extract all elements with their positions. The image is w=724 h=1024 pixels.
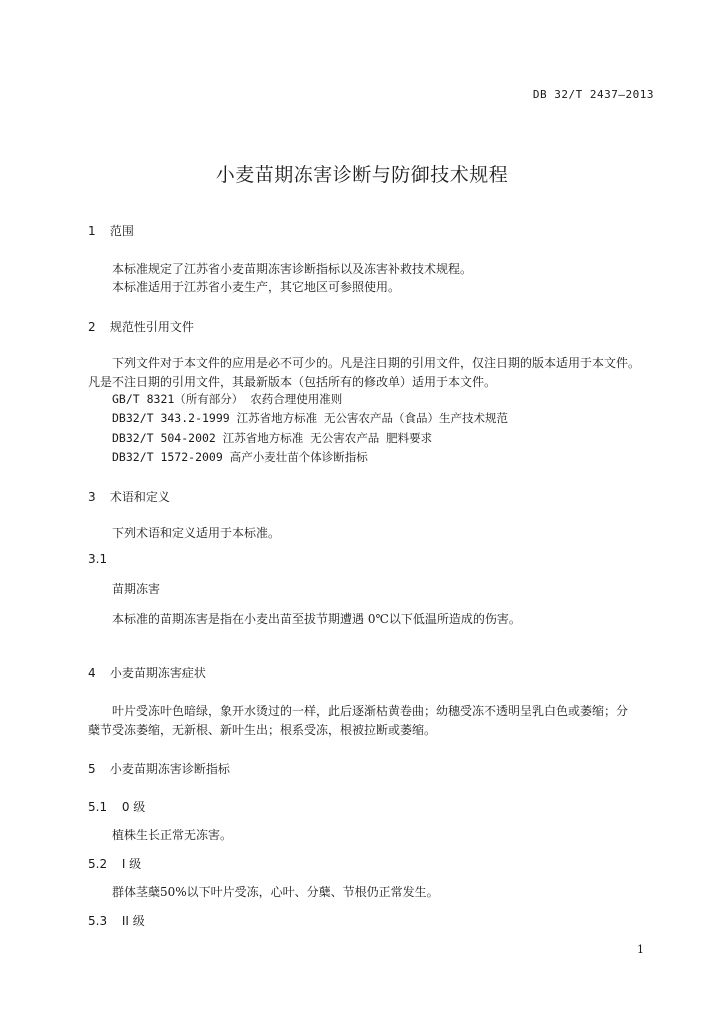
subsection-title: II 级 bbox=[121, 914, 145, 928]
paragraph: 植株生长正常无冻害。 bbox=[112, 828, 233, 842]
section-title: 小麦苗期冻害症状 bbox=[109, 666, 206, 680]
subsection-title: 0 级 bbox=[121, 800, 146, 814]
section-3-heading bbox=[88, 488, 170, 505]
section-number: 4 bbox=[88, 666, 96, 680]
page-number: 1 bbox=[637, 943, 644, 956]
section-2-heading bbox=[88, 318, 194, 335]
paragraph: 群体茎蘖50%以下叶片受冻，心叶、分蘖、节根仍正常发生。 bbox=[112, 885, 439, 899]
term-name: 苗期冻害 bbox=[112, 582, 161, 596]
reference-item: GB/T 8321（所有部分） 农药合理使用准则 bbox=[112, 392, 343, 406]
section-number: 2 bbox=[88, 320, 96, 334]
subsection-number: 5.1 bbox=[88, 800, 108, 814]
paragraph: 下列术语和定义适用于本标准。 bbox=[112, 526, 281, 540]
paragraph: 本标准适用于江苏省小麦生产，其它地区可参照使用。 bbox=[112, 280, 401, 294]
subsection-number: 3.1 bbox=[88, 552, 108, 566]
document-title: 小麦苗期冻害诊断与防御技术规程 bbox=[215, 164, 509, 186]
section-5-heading bbox=[88, 760, 230, 777]
section-title: 术语和定义 bbox=[109, 490, 170, 504]
section-4-heading bbox=[88, 664, 206, 681]
paragraph: 叶片受冻叶色暗绿，象开水烫过的一样，此后逐渐枯黄卷曲；幼穗受冻不透明呈乳白色或萎缩；分 bbox=[112, 704, 629, 718]
subsection-5-3-heading bbox=[88, 912, 145, 929]
subsection-title: I 级 bbox=[121, 857, 142, 871]
section-1-heading bbox=[88, 222, 134, 239]
subsection-number: 5.3 bbox=[88, 914, 108, 928]
term-definition: 本标准的苗期冻害是指在小麦出苗至拔节期遭遇 0℃以下低温所造成的伤害。 bbox=[112, 612, 521, 626]
standard-code: DB 32/T 2437—2013 bbox=[532, 88, 654, 101]
subsection-number: 5.2 bbox=[88, 857, 108, 871]
reference-item: DB32/T 504-2002 江苏省地方标准 无公害农产品 肥料要求 bbox=[112, 431, 433, 445]
subsection-5-2-heading bbox=[88, 855, 141, 872]
paragraph: 下列文件对于本文件的应用是必不可少的。凡是注日期的引用文件，仅注日期的版本适用于本文件。 bbox=[112, 356, 641, 370]
reference-item: DB32/T 343.2-1999 江苏省地方标准 无公害农产品（食品）生产技术规范 bbox=[112, 411, 509, 425]
section-title: 小麦苗期冻害诊断指标 bbox=[109, 762, 230, 776]
paragraph: 本标准规定了江苏省小麦苗期冻害诊断指标以及冻害补救技术规程。 bbox=[112, 262, 473, 276]
section-number: 5 bbox=[88, 762, 96, 776]
section-number: 3 bbox=[88, 490, 96, 504]
paragraph-continuation: 蘖节受冻萎缩，无新根、新叶生出；根系受冻，根被拉断或萎缩。 bbox=[88, 723, 437, 737]
section-number: 1 bbox=[88, 224, 96, 238]
subsection-5-1-heading bbox=[88, 798, 145, 815]
reference-item: DB32/T 1572-2009 高产小麦壮苗个体诊断指标 bbox=[112, 450, 368, 464]
section-title: 范围 bbox=[109, 224, 134, 238]
paragraph-continuation: 凡是不注日期的引用文件，其最新版本（包括所有的修改单）适用于本文件。 bbox=[88, 375, 497, 389]
section-title: 规范性引用文件 bbox=[109, 320, 194, 334]
